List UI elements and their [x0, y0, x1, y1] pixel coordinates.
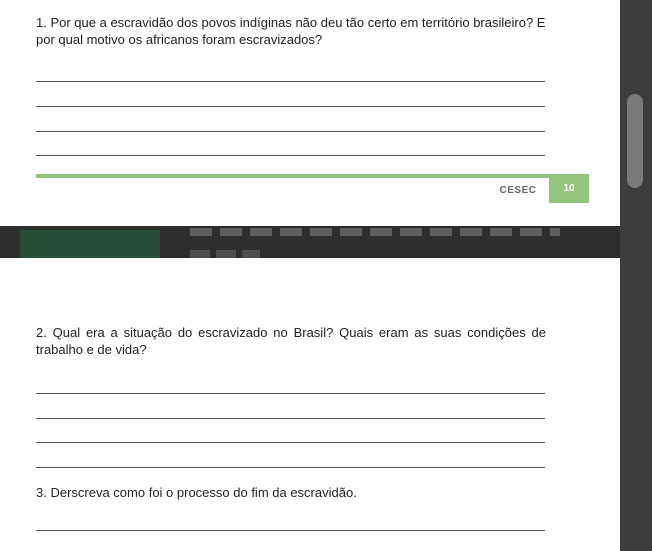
next-page-logo-block [20, 230, 160, 258]
next-page-header-partial [190, 250, 260, 258]
answer-line [36, 131, 545, 132]
page-number-badge: 10 [549, 174, 589, 203]
answer-line [36, 442, 545, 443]
footer-divider [36, 174, 549, 178]
answer-line [36, 106, 545, 107]
document-page-bottom [0, 258, 620, 551]
answer-line [36, 467, 545, 468]
scrollbar-track[interactable] [620, 0, 652, 551]
answer-line [36, 155, 545, 156]
answer-line [36, 418, 545, 419]
question-3-text: 3. Derscreva como foi o processo do fim da escravidão. [36, 485, 357, 500]
scrollbar-thumb[interactable] [627, 94, 643, 188]
footer-label: CESEC [499, 185, 537, 196]
document-page-top [0, 0, 620, 226]
answer-line [36, 81, 545, 82]
question-2-text: 2. Qual era a situação do escravizado no Brasil? Quais eram as suas condições de trabalho e de vida? [36, 325, 546, 357]
answer-line [36, 393, 545, 394]
question-1-text: 1. Por que a escravidão dos povos indíginas não deu tão certo em território brasileiro? E por qual motivo os africanos foram escravizados? [36, 15, 546, 47]
page-gap [0, 226, 620, 258]
answer-line [36, 530, 545, 531]
next-page-header-partial [190, 228, 560, 236]
